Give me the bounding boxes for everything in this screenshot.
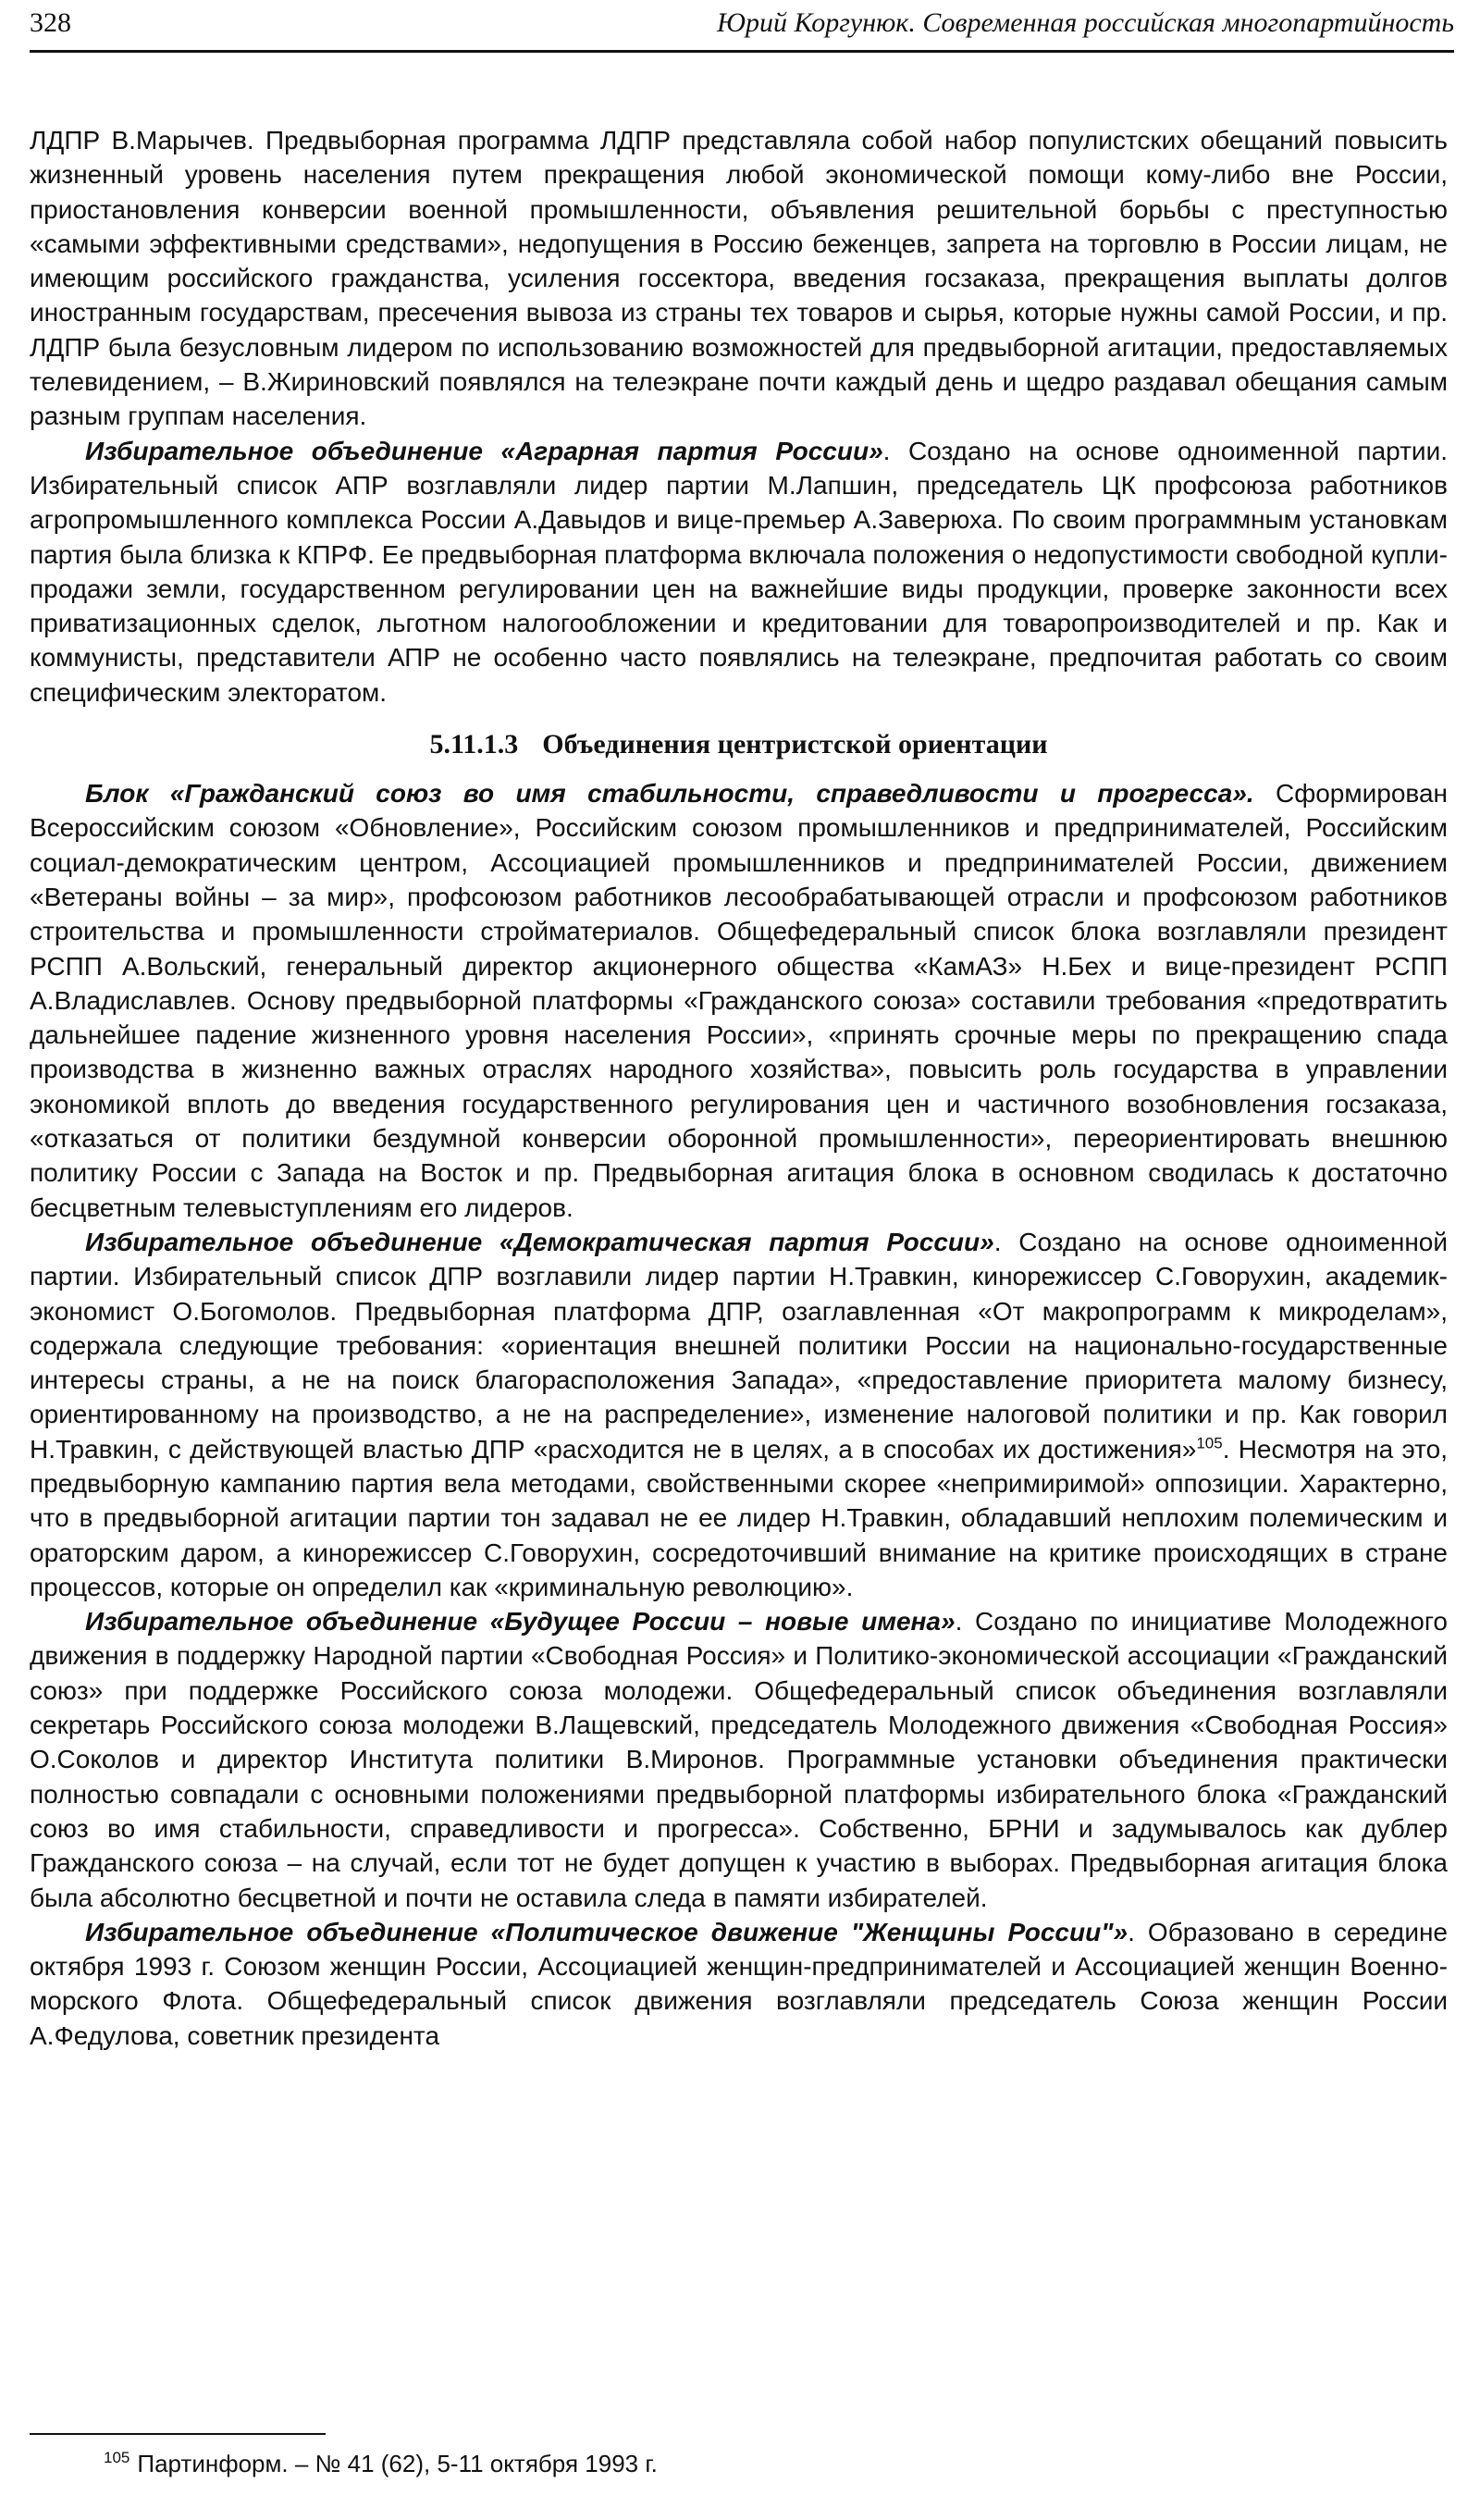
- footnote-divider: [30, 2433, 326, 2435]
- paragraph-lead: Блок «Гражданский союз во имя стабильности, справедливости и прогресса».: [85, 779, 1254, 809]
- paragraph-lead: Избирательное объединение «Политическое движение "Женщины России"»: [85, 1917, 1128, 1946]
- section-number: 5.11.1.3: [429, 729, 519, 760]
- paragraph-text: . Создано на основе одноименной партии. Избирательный список ДПР возглавили лидер партии Н.Травкин, кинорежиссер С.Говорухин, академик-экономист О.Богомолов. Предвыборная платформа ДПР, озаглавленная «От макропрограмм к микроделам», содержала следующие требования: «ориентация внешней политики России на национально-государственные интересы страны, а не на поиск благорасположения Запада», «предоставление приоритета малому бизнесу, ориентированному на производство, а не на распределение», изменение налоговой политики и пр. Как говорил Н.Травкин, с действующей властью ДПР «расходится не в целях, а в способах их достижения»: [30, 1227, 1448, 1464]
- paragraph-ldpr: [30, 123, 1448, 434]
- paragraph-text: Сформирован Всероссийским союзом «Обновление», Российским союзом промышленников и предпринимателей, Российским социал-демократическим центром, Ассоциацией промышленников и предпринимателей России, движением «Ветераны войны – за мир», профсоюзом работников лесообрабатывающей отрасли и профсоюзом работников строительства и промышленности стройматериалов. Общефедеральный список блока возглавляли президент РСПП А.Вольский, генеральный директор акционерного общества «КамАЗ» Н.Бех и вице-президент РСПП А.Владиславлев. Основу предвыборной платформы «Гражданского союза» составили требования «предотвратить дальнейшее падение жизненного уровня населения России», «принять срочные меры по прекращению спада производства в жизненно важных отраслях народного хозяйства», повысить роль государства в управлении экономикой вплоть до введения государственного регулирования цен и частичного возобновления госзаказа, «отказаться от политики бездумной конверсии оборонной промышленности», переориентировать внешнюю политику России с Запада на Восток и пр. Предвыборная агитация блока в основном сводилась к достаточно бесцветным телевыступлениям его лидеров.: [30, 779, 1449, 1222]
- paragraph-text: . Несмотря на это, предвыборную кампанию партия вела методами, свойственными скорее «непримиримой» оппозиции. Характерно, что в предвыборной агитации партии тон задавал не ее лидер Н.Травкин, обладавший неплохим полемическим и ораторским даром, а кинорежиссер С.Говорухин, сосредоточивший внимание на критике происходящих в стране процессов, которые он определил как «криминальную революцию».: [30, 1434, 1448, 1601]
- footnote: [104, 2450, 658, 2478]
- paragraph-text: ЛДПР В.Марычев. Предвыборная программа ЛДПР представляла собой набор популистских обещаний повысить жизненный уровень населения путем прекращения любой экономической помощи кому-либо вне России, приостановления конверсии военной промышленности, объявления решительной борьбы с преступностью «самыми эффективными средствами», недопущения в Россию беженцев, запрета на торговлю в России лицам, не имеющим российского гражданства, усиления госсектора, введения госзаказа, прекращения выплаты долгов иностранным государствам, пресечения вывоза из страны тех товаров и сырья, которые нужны самой России, и пр. ЛДПР была безусловным лидером по использованию возможностей для предвыборной агитации, предоставляемых телевидением, – В.Жириновский появлялся на телеэкране почти каждый день и щедро раздавал обещания самым разным группам населения.: [30, 126, 1448, 431]
- paragraph-future-russia: [30, 1604, 1448, 1915]
- paragraph-apr: [30, 434, 1448, 710]
- main-text: [30, 123, 1448, 2053]
- paragraph-civic-union: [30, 776, 1448, 1225]
- paragraph-lead: Избирательное объединение «Будущее России – новые имена»: [85, 1607, 956, 1637]
- section-title: Объединения центристской ориентации: [542, 729, 1048, 760]
- footnote-number: 105: [104, 2449, 130, 2467]
- page-header: [30, 6, 1454, 53]
- page-number: 328: [30, 7, 71, 38]
- footnote-text: Партинформ. – № 41 (62), 5-11 октября 1993 г.: [137, 2450, 658, 2477]
- paragraph-lead: Избирательное объединение «Аграрная партия России»: [85, 436, 883, 465]
- paragraph-text: . Создано по инициативе Молодежного движения в поддержку Народной партии «Свободная Россия» и Политико-экономической ассоциации «Гражданский союз» при поддержке Российского союза молодежи. Общефедеральный список объединения возглавляли секретарь Российского союза молодежи В.Лащевский, председатель Молодежного движения «Свободная Россия» О.Соколов и директор Института политики В.Миронов. Программные установки объединения практически полностью совпадали с основными положениями предвыборной платформы избирательного блока «Гражданский союз во имя стабильности, справедливости и прогресса». Собственно, БРНИ и задумывалось как дублер Гражданского союза – на случай, если тот не будет допущен к участию в выборах. Предвыборная агитация блока была абсолютно бесцветной и почти не оставила следа в памяти избирателей.: [30, 1607, 1448, 1912]
- running-title: Юрий Коргунюк. Современная российская многопартийность: [716, 7, 1454, 38]
- paragraph-text: . Создано на основе одноименной партии. Избирательный список АПР возглавляли лидер партии М.Лапшин, председатель ЦК профсоюза работников агропромышленного комплекса России А.Давыдов и вице-премьер А.Заверюха. По своим программным установкам партия была близка к КПРФ. Ее предвыборная платформа включала положения о недопустимости свободной купли-продажи земли, государственном регулировании цен на важнейшие виды продукции, проверке законности всех приватизационных сделок, льготном налогообложении и кредитовании для товаропроизводителей и пр. Как и коммунисты, представители АПР не особенно часто появлялись на телеэкране, предпочитая работать со своим специфическим электоратом.: [30, 436, 1448, 707]
- paragraph-dpr: [30, 1225, 1448, 1604]
- footnote-ref[interactable]: 105: [1196, 1434, 1223, 1452]
- paragraph-text: . Образовано в середине октября 1993 г. Союзом женщин России, Ассоциацией женщин-предпринимателей и Ассоциацией женщин Военно-морского Флота. Общефедеральный список движения возглавляли председатель Союза женщин России А.Федулова, советник президента: [30, 1917, 1448, 2050]
- paragraph-lead: Избирательное объединение «Демократическая партия России»: [85, 1227, 994, 1256]
- section-heading: [30, 726, 1448, 763]
- paragraph-women-of-russia: [30, 1915, 1448, 2053]
